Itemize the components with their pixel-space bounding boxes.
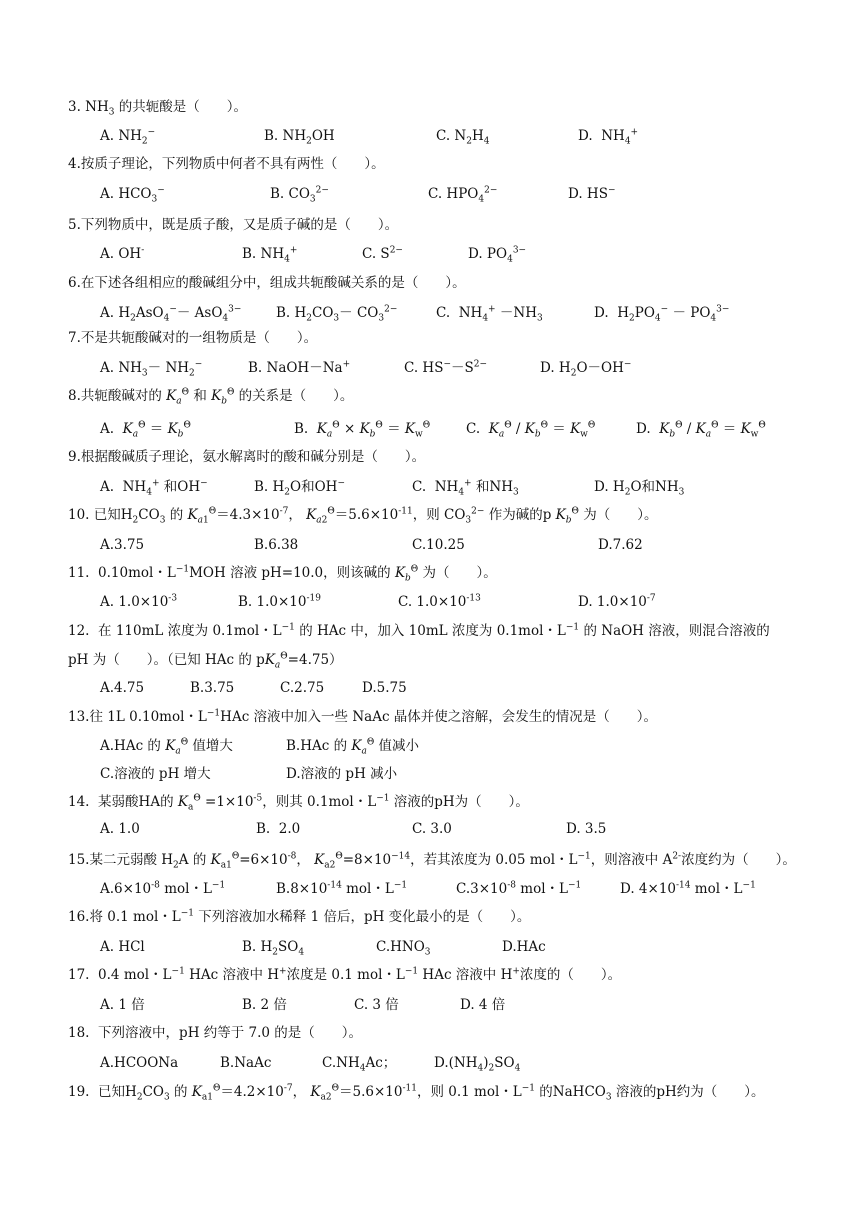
option-a: A. $K_a^\Theta = K_b^\Theta$ [100,420,191,440]
question-4-stem: 4.按质子理论，下列物质中何者不具有两性（ ）。 [68,156,385,172]
option-b: B. 2 倍 [242,997,287,1013]
option-b: B. $H_2SO_4$ [242,939,305,958]
option-a: A.HCOONa [100,1055,179,1071]
question-7-stem: 7.不是共轭酸碱对的一组物质是（ ）。 [68,330,318,346]
question-4-options [100,185,820,203]
option-c: C. 3.0 [412,821,452,837]
option-c: C. $1.0\times 10^{-13}$ [398,593,481,610]
option-b: B. $CO_3^{2-}$ [270,185,329,205]
question-11-stem: 11. 0.10mol・$L^{-1}MOH$ 溶液 pH=10.0，则该碱的 $K_b^\Theta$ 为（ ）。 [68,564,497,584]
option-d: D. $K_b^\Theta / K_a^\Theta = K_w^\Theta$ [636,420,766,440]
option-d: D. 3.5 [566,821,607,837]
question-15-options [100,880,820,898]
option-c: C. $N_2H_4$ [436,128,490,147]
option-b: B. $1.0\times 10^{-19}$ [238,593,321,610]
option-a: A. $1.0\times 10^{-3}$ [100,593,178,610]
question-13-options-row2 [100,765,820,783]
option-a: A. $NH_2^-$ [100,127,156,147]
option-c: C. $K_a^\Theta / K_b^\Theta = K_w^\Theta$ [466,420,596,440]
option-c: C.2.75 [280,680,325,696]
option-b: B.3.75 [190,680,235,696]
question-11-options [100,593,820,611]
question-14-options [100,820,820,838]
question-7-options [100,359,820,377]
option-a: A. $NH_3- NH_2^-$ [100,359,203,379]
option-d: D. $4\times 10^{-14}$ mol・$L^{-1}$ [620,880,756,897]
option-d: D. HS− [568,185,616,202]
option-c: C.溶液的 pH 增大 [100,766,211,782]
question-17-options [100,996,820,1014]
option-a: A.4.75 [100,680,145,696]
option-d: D. $NH_4^+$ [578,127,639,147]
question-14-stem: 14. 某弱酸HA的 $K_a^\Theta =1\times 10^{-5}$，则其 0.1mol・$L^{-1}$ 溶液的pH为（ ）。 [68,793,529,813]
option-a: A. OH- [100,245,145,262]
option-d: D. 4 倍 [460,997,506,1013]
option-a: A. 1.0 [100,821,140,837]
option-b: B. $K_a^\Theta \times K_b^\Theta = K_w^\Theta$ [294,420,431,440]
question-6-stem: 6.在下述各组相应的酸碱组分中，组成共轭酸碱关系的是（ ）。 [68,275,466,291]
option-b: B.6.38 [254,537,299,553]
question-8-options [100,420,820,438]
option-c: C. 3 倍 [354,997,399,1013]
question-12-options [100,679,820,697]
option-b: B. $H_2CO_3- CO_3^{2-}$ [276,304,398,324]
question-12-stem: 12. 在 110mL 浓度为 0.1mol・$L^{-1}$ 的 HAc 中，加入 10mL 浓度为 0.1mol・$L^{-1}$ 的 NaOH 溶液，则混合溶液的 [68,622,770,639]
option-c: C. $NH_4^+$ 和$NH_3$ [412,478,519,498]
option-b: B. 2.0 [256,821,301,837]
question-3-stem: 3. $NH_3$ 的共轭酸是（ ）。 [68,99,248,118]
option-a: A. $NH_4^+$ 和OH− [100,478,208,498]
option-b: B. $NH_4^+$ [242,245,298,265]
option-c: C. $S^{2-}$ [362,245,403,262]
question-5-stem: 5.下列物质中，既是质子酸，又是质子碱的是（ ）。 [68,217,399,233]
option-c: C. $NH_4^+ -NH_3$ [436,304,543,324]
question-15-stem: 15.某二元弱酸 $H_2A$ 的 $K_{a1}^\Theta=6\times 10^{-8}$， $K_{a2}^\Theta=8\times 10^{-14}$，若其浓度为 0.05 mol・$L^{-1}$，则溶液中 $A^{2-}$浓度约为（ ）。 [68,851,796,871]
option-a: A. $HCO_3^-$ [100,185,165,205]
question-9-stem: 9.根据酸碱质子理论，氨水解离时的酸和碱分别是（ ）。 [68,449,426,465]
option-c: $C.HNO_3$ [376,939,431,958]
question-8-stem: 8.共轭酸碱对的 $K_a^\Theta$ 和 $K_b^\Theta$ 的关系是（ ）。 [68,387,354,407]
option-a: A. 1 倍 [100,997,145,1013]
question-5-options [100,245,820,263]
option-b: B. $NH_2OH$ [264,128,335,147]
option-b: B.NaAc [220,1055,272,1071]
option-d: D. $H_2O-OH^-$ [540,359,632,379]
option-c: C.10.25 [412,537,465,553]
question-18-stem: 18. 下列溶液中，pH 约等于 7.0 的是（ ）。 [68,1025,363,1041]
option-a: A.HAc 的 $K_a^\Theta$ 值增大 [100,737,233,757]
option-d: D. $H_2O$和$NH_3$ [594,479,685,498]
option-d: D. $PO_4^{3-}$ [468,245,527,265]
question-10-options [100,536,820,554]
option-d: D. $1.0\times 10^{-7}$ [578,593,656,610]
option-c: C. $HPO_4^{2-}$ [428,185,498,205]
question-13-stem: 13.往 1L 0.10mol・$L^{-1}HAc$ 溶液中加入一些 NaAc 晶体并使之溶解，会发生的情况是（ ）。 [68,708,658,725]
option-d: D.7.62 [598,537,643,553]
question-3-options [100,127,820,145]
option-c: $C.3\times 10^{-8}$ mol・$L^{-1}$ [456,880,582,897]
question-17-stem: 17. 0.4 mol・$L^{-1}$ HAc 溶液中 H+浓度是 0.1 mol・$L^{-1}$ HAc 溶液中 H+浓度的（ ）。 [68,966,622,983]
question-19-stem: 19. 已知$H_2CO_3$ 的 $K_{a1}^\Theta=4.2\times 10^{-7}$， $K_{a2}^\Theta=5.6\times 10^{-11}$，则 0.1 mol・$L^{-1}$ 的NaHCO$_3$ 溶液的pH约为（ ）。 [68,1083,765,1103]
question-13-options [100,737,820,755]
option-d: D. $H_2PO_4^- - PO_4^{3-}$ [594,304,730,324]
question-16-stem: 16.将 0.1 mol・$L^{-1}$ 下列溶液加水稀释 1 倍后，pH 变化最小的是（ ）。 [68,908,531,925]
option-d: $D.(NH_4)_2SO_4$ [434,1055,521,1074]
option-b: B. $H_2O$和OH− [254,478,345,498]
option-b: B.HAc 的 $K_a^\Theta$ 值减小 [286,737,420,757]
option-a: $A.6\times 10^{-8}$ mol・$L^{-1}$ [100,880,226,897]
option-d: D.5.75 [362,680,407,696]
option-a: A. $H_2AsO_4^-- AsO_4^{3-}$ [100,304,242,324]
question-18-options [100,1054,820,1072]
question-9-options [100,478,820,496]
question-10-stem: 10. 已知$H_2CO_3$ 的 $K_{a1}^\Theta=4.3\times 10^{-7}$， $K_{a2}^\Theta=5.6\times 10^{-11}$，则 $CO_3^{2-}$ 作为碱的p $K_b^\Theta$ 为（ ）。 [68,506,658,526]
option-c: C. $HS^--S^{2-}$ [404,359,488,376]
option-d: D.HAc [502,939,546,955]
option-a: A. HCl [100,939,145,955]
option-a: A.3.75 [100,537,145,553]
question-12-stem-continued: pH 为（ ）。（已知 HAc 的 $pK_a^\Theta=4.75$） [68,651,343,671]
option-b: $B.8\times 10^{-14}$ mol・$L^{-1}$ [276,880,408,897]
option-d: D.溶液的 pH 减小 [286,766,398,782]
question-6-options [100,304,820,322]
option-b: B. NaOH－Na+ [248,359,351,376]
question-16-options [100,938,820,956]
option-c: $C.NH_4Ac$； [322,1055,397,1074]
